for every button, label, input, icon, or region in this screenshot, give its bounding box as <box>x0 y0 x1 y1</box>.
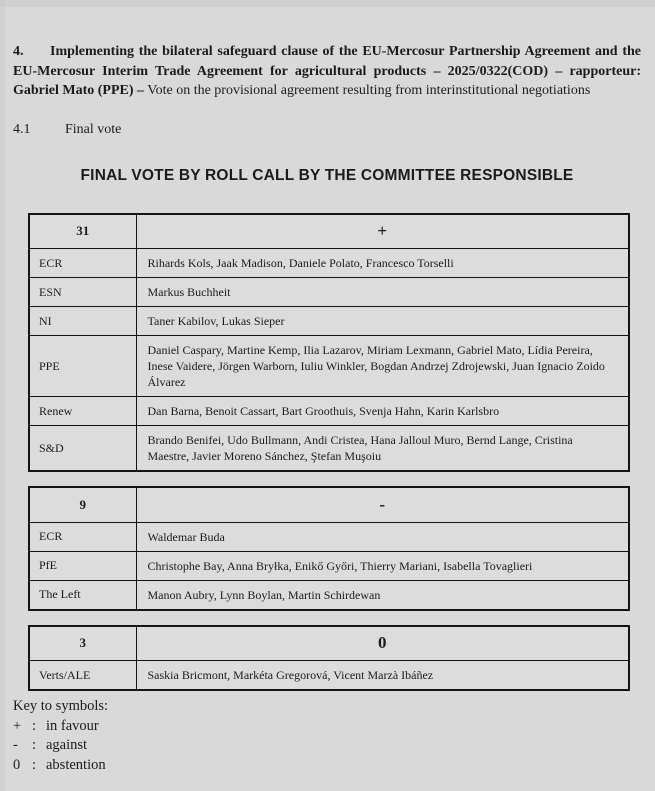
subsection-heading <box>13 122 641 138</box>
vote-count: 3 <box>29 626 136 661</box>
group-label: PfE <box>29 551 136 580</box>
group-label: S&D <box>29 426 136 472</box>
key-separator: : <box>32 737 37 753</box>
members-list: Waldemar Buda <box>136 522 629 551</box>
table-row <box>29 522 629 551</box>
vote-symbol-minus: - <box>136 487 629 522</box>
table-header-row <box>29 487 629 522</box>
key-meaning: against <box>46 737 88 753</box>
key-entry-plus <box>13 717 641 737</box>
group-label: PPE <box>29 336 136 397</box>
members-list: Dan Barna, Benoit Cassart, Bart Groothuis, Svenja Hahn, Karin Karlsbro <box>136 397 629 426</box>
key-meaning: in favour <box>46 717 99 734</box>
subsection-number: 4.1 <box>13 121 31 137</box>
group-label: NI <box>29 307 136 336</box>
vote-count: 9 <box>29 487 136 522</box>
table-row <box>29 249 629 278</box>
table-row <box>29 661 629 691</box>
key-separator: : <box>32 717 37 734</box>
agenda-item-heading <box>13 42 641 101</box>
table-row <box>29 278 629 307</box>
members-list: Saskia Bricmont, Markéta Gregorová, Vicent Marzà Ibáñez <box>136 661 629 691</box>
vote-table-abstention <box>28 625 630 692</box>
key-to-symbols <box>13 697 641 775</box>
vote-table-in-favour <box>28 213 630 473</box>
group-label: ESN <box>29 278 136 307</box>
members-list: Rihards Kols, Jaak Madison, Daniele Polato, Francesco Torselli <box>136 249 629 278</box>
vote-symbol-plus: + <box>136 214 629 249</box>
key-entry-minus <box>13 736 641 756</box>
members-list: Brando Benifei, Udo Bullmann, Andi Cristea, Hana Jalloul Muro, Bernd Lange, Cristina Maestre, Javier Moreno Sánchez, Ştefan Muşoiu <box>136 426 629 472</box>
table-header-row <box>29 626 629 661</box>
table-row <box>29 397 629 426</box>
key-symbol: - <box>13 737 18 753</box>
members-list: Christophe Bay, Anna Bryłka, Enikő Győri, Thierry Mariani, Isabella Tovaglieri <box>136 551 629 580</box>
vote-table-against <box>28 486 630 611</box>
members-list: Markus Buchheit <box>136 278 629 307</box>
subsection-label: Final vote <box>65 121 122 137</box>
group-label: ECR <box>29 249 136 278</box>
key-separator: : <box>32 756 37 773</box>
key-meaning: abstention <box>46 756 106 773</box>
group-label: Verts/ALE <box>29 661 136 691</box>
agenda-item-number: 4. <box>13 44 24 59</box>
roll-call-title: FINAL VOTE BY ROLL CALL BY THE COMMITTEE RESPONSIBLE <box>80 166 574 184</box>
key-entry-zero <box>13 756 641 776</box>
group-label: The Left <box>29 580 136 610</box>
group-label: ECR <box>29 522 136 551</box>
key-symbol: + <box>13 717 22 734</box>
table-row <box>29 580 629 610</box>
vote-count: 31 <box>29 214 136 249</box>
table-header-row <box>29 214 629 249</box>
table-row <box>29 426 629 472</box>
members-list: Taner Kabilov, Lukas Sieper <box>136 307 629 336</box>
table-row <box>29 307 629 336</box>
key-title: Key to symbols: <box>13 698 109 714</box>
table-row <box>29 551 629 580</box>
members-list: Manon Aubry, Lynn Boylan, Martin Schirdewan <box>136 580 629 610</box>
vote-symbol-zero: 0 <box>136 626 629 661</box>
members-list: Daniel Caspary, Martine Kemp, Ilia Lazarov, Miriam Lexmann, Gabriel Mato, Lídia Pereira, Inese Vaidere, Jörgen Warborn, Iuliu Winkler, Bogdan Andrzej Zdrojewski, Juan Ignacio Zoido Álvarez <box>136 336 629 397</box>
table-row <box>29 336 629 397</box>
agenda-item-description: Vote on the provisional agreement resulting from interinstitutional negotiations <box>144 83 591 98</box>
key-symbol: 0 <box>13 756 21 773</box>
agenda-item-title: Implementing the bilateral safeguard clause of the EU-Mercosur Partnership Agreement and the EU-Mercosur Interim Trade Agreement for agricultural products – 2025/0322(COD) – rapporteur: Gabriel Mato (PPE) – <box>13 44 641 98</box>
group-label: Renew <box>29 397 136 426</box>
